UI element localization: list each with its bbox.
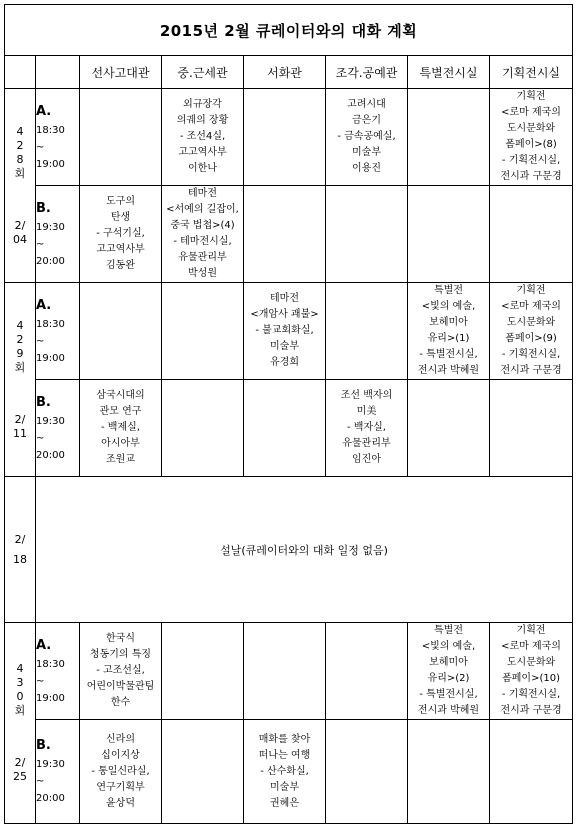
holiday-date-part: 18 <box>13 552 27 566</box>
program-cell <box>490 283 573 380</box>
program-line: 전시과 박혜원 <box>417 365 480 376</box>
program-cell <box>326 186 408 283</box>
slot-time: 19:30 <box>36 415 65 427</box>
round-cell <box>5 623 36 824</box>
round-cell <box>5 89 36 283</box>
program-line: 관모 연구 <box>99 406 142 417</box>
program-line: 아시아부 <box>101 438 140 449</box>
round-number-char: 8 <box>16 152 24 166</box>
program-line: 박성원 <box>188 268 217 279</box>
program-cell <box>244 89 326 186</box>
program-line: 폼페이>(9) <box>505 333 557 344</box>
program-cell <box>80 89 162 186</box>
program-line: 권혜은 <box>270 797 299 809</box>
program-cell <box>162 283 244 380</box>
round-number-char: 회 <box>14 166 26 180</box>
slot-time: ~ <box>36 335 45 347</box>
program-line: 미술부 <box>270 341 299 352</box>
time-slot-cell <box>36 186 80 283</box>
program-cell <box>162 186 244 283</box>
program-cell <box>80 380 162 477</box>
program-line: 조원교 <box>106 454 135 465</box>
program-cell <box>408 89 490 186</box>
program-line: 이한나 <box>188 163 217 174</box>
program-line: <빛의 예술, <box>421 301 476 312</box>
holiday-date-cell <box>5 477 36 623</box>
program-line: 연구기획부 <box>96 781 145 793</box>
program-line: 기획전 <box>516 625 546 636</box>
program-line: 특별전 <box>434 285 463 296</box>
round-date-part: 2/ <box>14 218 26 232</box>
program-cell <box>490 89 573 186</box>
program-line: 유물관리부 <box>178 252 227 263</box>
page-title: 2015년 2월 큐레이터와의 대화 계획 <box>5 5 573 56</box>
program-line: 유경희 <box>270 357 299 368</box>
program-line: - 백자실, <box>347 422 386 433</box>
program-line: 한국식 <box>106 633 135 644</box>
slot-time: 20:00 <box>36 793 65 804</box>
holiday-note: 설날(큐레이터와의 대화 일정 없음) <box>36 477 573 623</box>
round-date-part: 04 <box>13 232 27 246</box>
slot-letter: A. <box>36 297 52 313</box>
time-slot-cell <box>36 283 80 380</box>
program-line: 유리>(1) <box>427 333 470 344</box>
program-line: 김동완 <box>106 260 135 271</box>
program-cell <box>408 186 490 283</box>
program-line: 십이지상 <box>101 749 140 761</box>
round-number-char: 4 <box>16 124 24 138</box>
round-number-char: 9 <box>16 346 24 360</box>
program-line: <서예의 길잡이, <box>166 204 239 215</box>
holiday-date-part: 2/ <box>14 532 26 546</box>
program-cell <box>408 623 490 720</box>
program-line: <개암사 괘불> <box>250 309 319 320</box>
slot-time: ~ <box>36 141 45 153</box>
program-line: 탄생 <box>110 212 131 223</box>
program-line: 유리>(2) <box>427 673 470 684</box>
program-cell <box>326 89 408 186</box>
program-line: 보헤미아 <box>429 317 468 328</box>
column-header: 선사고대관 <box>80 56 162 89</box>
program-cell <box>244 623 326 720</box>
program-line: - 테마전시실, <box>173 236 232 247</box>
program-cell <box>162 380 244 477</box>
schedule-row <box>5 283 573 380</box>
program-cell <box>408 380 490 477</box>
schedule-row <box>5 380 573 477</box>
program-cell <box>408 283 490 380</box>
program-cell <box>326 283 408 380</box>
slot-time: 18:30 <box>36 318 65 330</box>
time-slot-cell <box>36 89 80 186</box>
slot-time: 18:30 <box>36 124 65 136</box>
round-number-char: 0 <box>16 690 24 703</box>
program-line: 금은기 <box>352 115 381 126</box>
program-line: 떠나는 여행 <box>258 749 311 761</box>
schedule-row <box>5 623 573 720</box>
program-line: 도시문화와 <box>506 317 556 328</box>
schedule-row <box>5 186 573 283</box>
program-line: - 특별전시실, <box>419 349 478 360</box>
slot-letter: B. <box>36 738 51 753</box>
slot-time: 19:30 <box>36 759 65 770</box>
schedule-row <box>5 720 573 824</box>
program-line: 조선 백자의 <box>340 390 393 401</box>
program-line: 이용진 <box>352 163 381 174</box>
program-line: 테마전 <box>270 293 299 304</box>
slot-time: 20:00 <box>36 255 65 267</box>
title-row <box>5 5 573 56</box>
program-cell <box>490 623 573 720</box>
round-date <box>5 756 35 784</box>
program-line: 어린이박물관팀 <box>86 681 155 692</box>
column-header: 조각.공예관 <box>326 56 408 89</box>
program-cell <box>80 623 162 720</box>
column-header: 중.근세관 <box>162 56 244 89</box>
slot-time: ~ <box>36 776 45 787</box>
round-number <box>5 319 35 375</box>
program-line: 한수 <box>110 697 131 708</box>
round-number-char: 회 <box>14 704 26 717</box>
program-line: 특별전 <box>434 625 463 636</box>
round-number-char: 2 <box>16 138 24 152</box>
program-line: - 산수화실, <box>260 765 309 777</box>
program-line: 신라의 <box>106 733 135 745</box>
round-date <box>5 413 35 441</box>
slot-time: 19:00 <box>36 692 65 704</box>
round-number-char: 4 <box>16 662 24 675</box>
slot-letter: B. <box>36 200 51 216</box>
program-line: 유물관리부 <box>342 438 391 449</box>
program-line: 전시과 구문경 <box>500 365 562 376</box>
header-blank-round <box>5 56 36 89</box>
program-line: - 통일신라실, <box>91 765 150 777</box>
round-date-part: 2/ <box>14 412 26 426</box>
schedule-table <box>4 4 573 824</box>
round-date-part: 25 <box>13 770 27 783</box>
program-cell <box>80 283 162 380</box>
program-line: - 특별전시실, <box>419 689 478 700</box>
program-cell <box>326 720 408 824</box>
program-line: 전시과 박혜원 <box>417 705 480 716</box>
program-line: - 금속공예실, <box>337 131 396 142</box>
program-line: 전시과 구문경 <box>500 705 562 716</box>
program-line: - 조선4실, <box>179 131 226 142</box>
program-line: 도시문화와 <box>506 123 556 134</box>
program-cell <box>244 186 326 283</box>
round-number-char: 3 <box>16 676 24 689</box>
program-cell <box>408 720 490 824</box>
column-header: 특별전시실 <box>408 56 490 89</box>
slot-time: ~ <box>36 238 45 250</box>
program-line: 의궤의 장황 <box>176 115 229 126</box>
program-line: - 불교회화실, <box>255 325 314 336</box>
time-slot-cell <box>36 720 80 824</box>
column-header: 서화관 <box>244 56 326 89</box>
program-line: <로마 제국의 <box>501 107 561 118</box>
program-cell <box>162 89 244 186</box>
program-cell <box>162 720 244 824</box>
program-line: - 고조선실, <box>96 665 145 676</box>
program-line: <로마 제국의 <box>501 641 561 652</box>
program-line: - 기획전시실, <box>501 689 561 700</box>
program-cell <box>490 186 573 283</box>
slot-time: 19:00 <box>36 158 65 170</box>
program-line: 청동기의 특징 <box>89 649 152 660</box>
column-header: 기획전시실 <box>490 56 573 89</box>
round-cell <box>5 283 36 477</box>
round-date-part: 11 <box>13 426 27 440</box>
program-line: 기획전 <box>516 285 546 296</box>
program-line: 미美 <box>356 406 377 417</box>
program-line: 전시과 구문경 <box>500 171 562 182</box>
program-cell <box>490 380 573 477</box>
slot-letter: A. <box>36 103 52 119</box>
round-number <box>5 662 35 718</box>
program-line: 삼국시대의 <box>96 390 145 401</box>
program-line: 미술부 <box>352 147 381 158</box>
program-line: 폼페이>(8) <box>505 139 557 150</box>
round-number-char: 4 <box>16 318 24 332</box>
slot-letter: B. <box>36 394 51 410</box>
holiday-row <box>5 477 573 623</box>
program-cell <box>162 623 244 720</box>
program-line: - 기획전시실, <box>501 155 561 166</box>
program-line: 보헤미아 <box>429 657 468 668</box>
program-cell <box>244 283 326 380</box>
schedule-row <box>5 89 573 186</box>
program-line: 도구의 <box>106 196 135 207</box>
program-line: 고고역사부 <box>178 147 227 158</box>
program-cell <box>244 720 326 824</box>
slot-time: 20:00 <box>36 449 65 461</box>
slot-time: ~ <box>36 675 45 687</box>
program-line: 고려시대 <box>347 99 386 110</box>
program-line: <로마 제국의 <box>501 301 561 312</box>
slot-letter: A. <box>36 637 52 653</box>
program-line: 테마전 <box>188 188 217 199</box>
program-line: 고고역사부 <box>96 244 145 255</box>
program-line: <빛의 예술, <box>421 641 476 652</box>
program-cell <box>326 623 408 720</box>
program-cell <box>244 380 326 477</box>
program-line: 미술부 <box>270 781 299 793</box>
slot-time: 18:30 <box>36 658 65 670</box>
program-line: 임진아 <box>352 454 381 465</box>
time-slot-cell <box>36 380 80 477</box>
program-line: 윤상덕 <box>106 797 135 809</box>
program-cell <box>80 720 162 824</box>
program-line: 중국 법첩>(4) <box>170 220 235 231</box>
round-number-char: 2 <box>16 332 24 346</box>
round-number-char: 회 <box>14 360 26 374</box>
program-cell <box>326 380 408 477</box>
round-date <box>5 219 35 247</box>
program-line: 기획전 <box>516 91 546 102</box>
slot-time: 19:00 <box>36 352 65 364</box>
program-line: 도시문화와 <box>506 657 556 668</box>
program-line: 폼페이>(10) <box>502 673 560 684</box>
program-line: 외규장각 <box>183 99 222 110</box>
round-date-part: 2/ <box>14 756 26 769</box>
program-cell <box>490 720 573 824</box>
program-line: 매화를 찾아 <box>258 733 311 745</box>
header-blank-slot <box>36 56 80 89</box>
slot-time: ~ <box>36 432 45 444</box>
time-slot-cell <box>36 623 80 720</box>
program-cell <box>80 186 162 283</box>
program-line: - 기획전시실, <box>501 349 561 360</box>
program-line: - 백제실, <box>101 422 140 433</box>
slot-time: 19:30 <box>36 221 65 233</box>
program-line: - 구석기실, <box>96 228 145 239</box>
header-row <box>5 56 573 89</box>
round-number <box>5 125 35 181</box>
